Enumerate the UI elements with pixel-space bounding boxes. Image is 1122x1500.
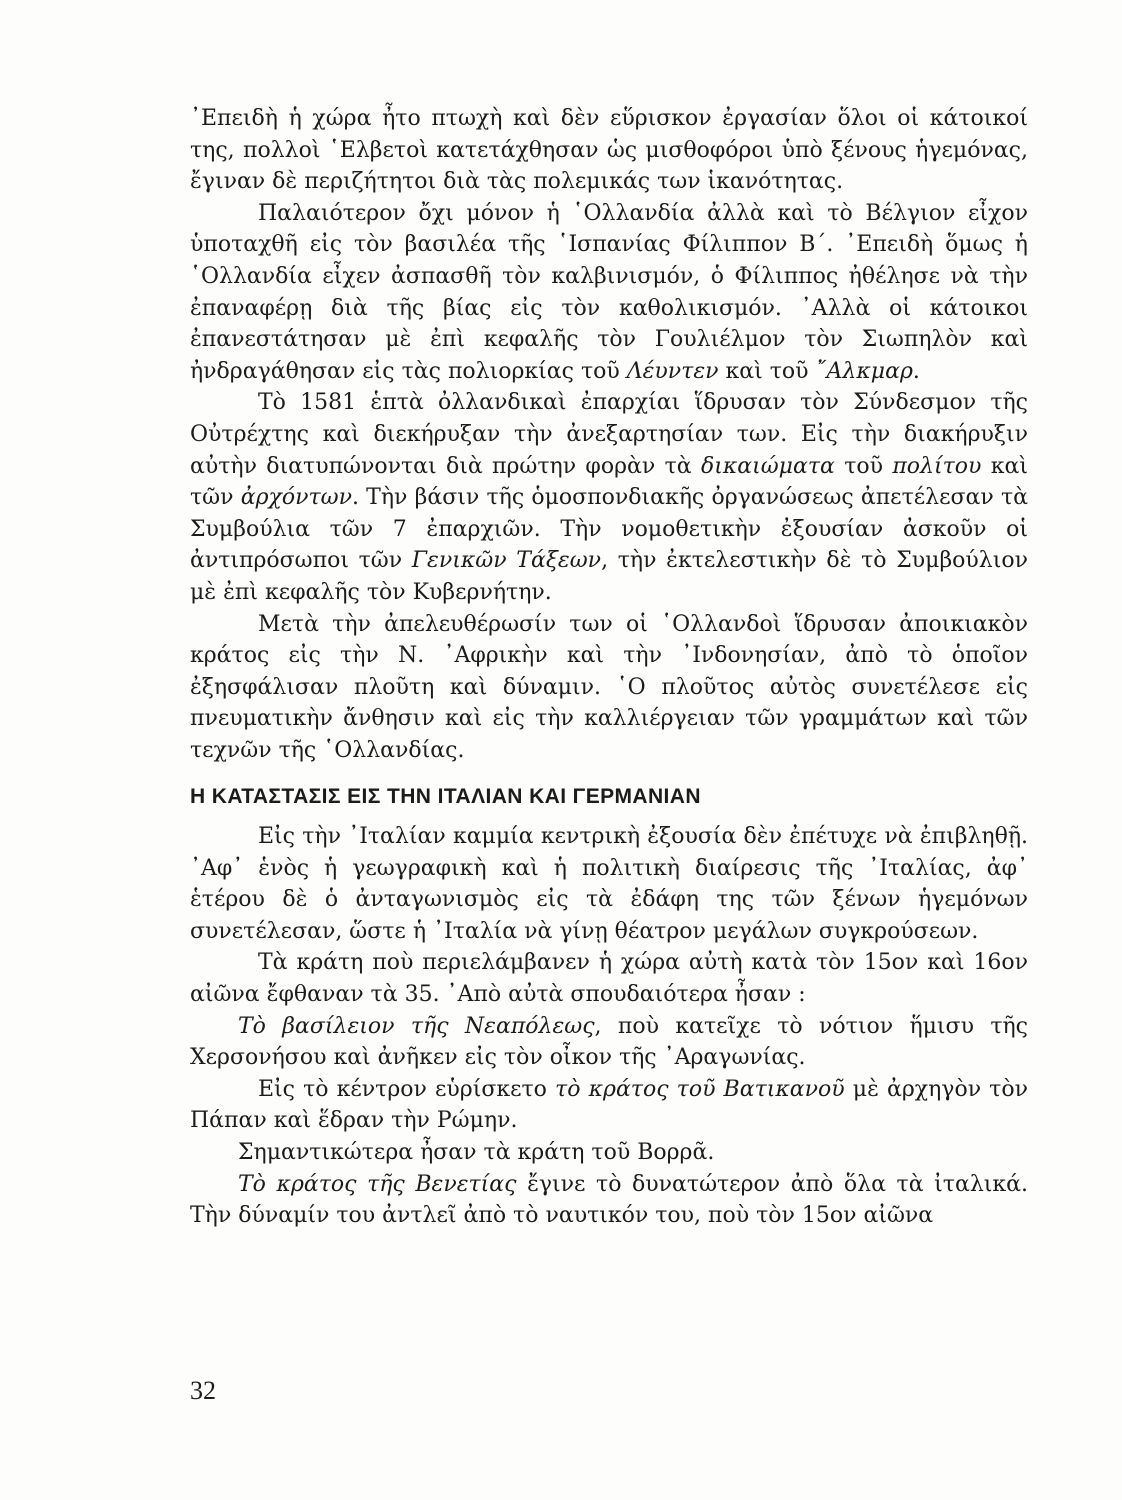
italic-term-rights: δικαιώματα: [700, 453, 835, 479]
page-number: 32: [190, 1376, 216, 1405]
italic-term-states-general: Γενικῶν Τάξεων: [411, 548, 602, 574]
italic-place-alkmaar: ῎Αλκμαρ: [815, 358, 913, 384]
text-run: καὶ τοῦ: [718, 358, 816, 384]
text-run: . Τὴν βάσιν τῆς ὁμοσπονδιακῆς ὀργανώσεως ἀπετέλεσαν τὰ Συμβούλια τῶν 7 ἐπαρχιῶν. Τὴν νομοθετικὴν ἐξουσίαν ἀσκοῦν οἱ ἀντιπρόσωποι τῶν: [190, 485, 1028, 574]
paragraph-vatican: [190, 1074, 1028, 1137]
paragraph-kingdom-naples: [190, 1011, 1028, 1074]
italic-term-rulers: ἀρχόντων: [240, 485, 352, 511]
paragraph-dutch-colonies: Μετὰ τὴν ἀπελευθέρωσίν των οἱ ῾Ολλανδοὶ ἵδρυσαν ἀποικιακὸν κράτος εἰς τὴν Ν. ᾿Αφρικὴν καὶ τὴν ᾿Ινδονησίαν, ἀπὸ τὸ ὁποῖον ἐξησφάλισαν πλοῦτη καὶ δύναμιν. ῾Ο πλοῦτος αὐτὸς συνετέλεσε εἰς πνευματικὴν ἄνθησιν καὶ εἰς τὴν καλλιέργειαν τῶν γραμμάτων καὶ τῶν τεχνῶν τῆς ῾Ολλανδίας.: [190, 611, 1028, 763]
paragraph-holland-spain: [190, 198, 1028, 388]
italic-place-leiden: Λέυντεν: [626, 358, 719, 384]
text-run: Τὸ 1581 ἑπτὰ ὀλλανδικαὶ ἐπαρχίαι ἵδρυσαν τὸν Σύνδεσμον τῆς Οὐτρέχτης καὶ διεκήρυξαν τὴν ἀνεξαρτησίαν των. Εἰς τὴν διακήρυξιν αὐτὴν διατυπώνονται διὰ πρώτην φορὰν τὰ: [190, 390, 1028, 479]
paragraph-northern-states: Σημαντικώτερα ἦσαν τὰ κράτη τοῦ Βορρᾶ.: [238, 1140, 715, 1165]
text-run: .: [912, 358, 920, 384]
text-run: τοῦ: [834, 453, 893, 479]
paragraph-swiss-mercenaries: ᾿Επειδὴ ἡ χώρα ἦτο πτωχὴ καὶ δὲν εὕρισκον ἐργασίαν ὅλοι οἱ κάτοικοί της, πολλοὶ ῾Ελβετοὶ κατετάχθησαν ὡς μισθοφόροι ὑπὸ ξένους ἡγεμόνας, ἔγιναν δὲ περιζήτητοι διὰ τὰς πολεμικάς των ἱκανότητας.: [190, 106, 1028, 195]
italic-term-citizen: πολίτου: [892, 453, 982, 479]
paragraph-venice: [190, 1169, 1028, 1232]
italic-vatican-state: τὸ κράτος τοῦ Βατικανοῦ: [555, 1076, 845, 1102]
text-run: Παλαιότερον ὄχι μόνον ἡ ῾Ολλανδία ἀλλὰ καὶ τὸ Βέλγιον εἶχον ὑποταχθῆ εἰς τὸν βασιλέα τῆς ῾Ισπανίας Φίλιππον Β΄. ᾿Επειδὴ ὅμως ἡ ῾Ολλανδία εἶχεν ἀσπασθῆ τὸν καλβινισμόν, ὁ Φίλιππος ἠθέλησε νὰ τὴν ἐπαναφέρῃ διὰ τῆς βίας εἰς τὸν καθολικισμόν. ᾿Αλλὰ οἱ κάτοικοι ἐπανεστάτησαν μὲ ἐπὶ κεφαλῆς τὸν Γουλιέλμον τὸν Σιωπηλὸν καὶ ἠνδραγάθησαν εἰς τὰς πολιορκίας τοῦ: [190, 200, 1028, 384]
paragraph-italian-states: Τὰ κράτη ποὺ περιελάμβανεν ἡ χώρα αὐτὴ κατὰ τὸν 15ον καὶ 16ον αἰῶνα ἔφθαναν τὰ 35. ᾿Απὸ αὐτὰ σπουδαιότερα ἦσαν :: [190, 950, 1028, 1008]
paragraph-italy-no-central-power: Εἰς τὴν ᾿Ιταλίαν καμμία κεντρικὴ ἐξουσία δὲν ἐπέτυχε νὰ ἐπιβληθῇ. ᾿Αφ᾿ ἑνὸς ἡ γεωγραφικὴ καὶ ἡ πολιτικὴ διαίρεσις τῆς ᾿Ιταλίας, ἀφ᾿ ἑτέρου δὲ ὁ ἀνταγωνισμὸς εἰς τὰ ἐδάφη της τῶν ξένων ἡγεμόνων συνετέλεσαν, ὥστε ἡ ᾿Ιταλία νὰ γίνῃ θέατρον μεγάλων συγκρούσεων.: [190, 824, 1028, 944]
body-text: [190, 103, 1028, 1232]
text-run: μὲ ἀρχηγὸν τὸν Πάπαν καὶ ἕδραν τὴν Ρώμην.: [190, 1076, 1028, 1134]
text-run: , ποὺ κατεῖχε τὸ νότιον ἥμισυ τῆς Χερσονήσου καὶ ἀνῆκεν εἰς τὸν οἶκον τῆς ᾿Αραγωνίας.: [190, 1013, 1028, 1071]
paragraph-union-of-utrecht: [190, 387, 1028, 608]
text-run: καὶ τῶν: [190, 453, 1028, 511]
section-heading: Η ΚΑΤΑΣΤΑΣΙΣ ΕΙΣ ΤΗΝ ΙΤΑΛΙΑΝ ΚΑΙ ΓΕΡΜΑΝΙΑΝ: [190, 785, 701, 809]
text-run: , τὴν ἐκτελεστικὴν δὲ τὸ Συμβούλιον μὲ ἐπὶ κεφαλῆς τὸν Κυβερνήτην.: [190, 548, 1028, 605]
italic-kingdom-naples: Τὸ βασίλειον τῆς Νεαπόλεως: [238, 1013, 595, 1039]
italic-venice-state: Τὸ κράτος τῆς Βενετίας: [238, 1171, 517, 1197]
text-run: Εἰς τὸ κέντρον εὑρίσκετο: [258, 1076, 556, 1102]
text-run: ἔγινε τὸ δυνατώτερον ἀπὸ ὅλα τὰ ἰταλικά. Τὴν δύναμίν του ἀντλεῖ ἀπὸ τὸ ναυτικόν του, ποὺ τὸν 15ον αἰῶνα: [190, 1171, 1028, 1229]
